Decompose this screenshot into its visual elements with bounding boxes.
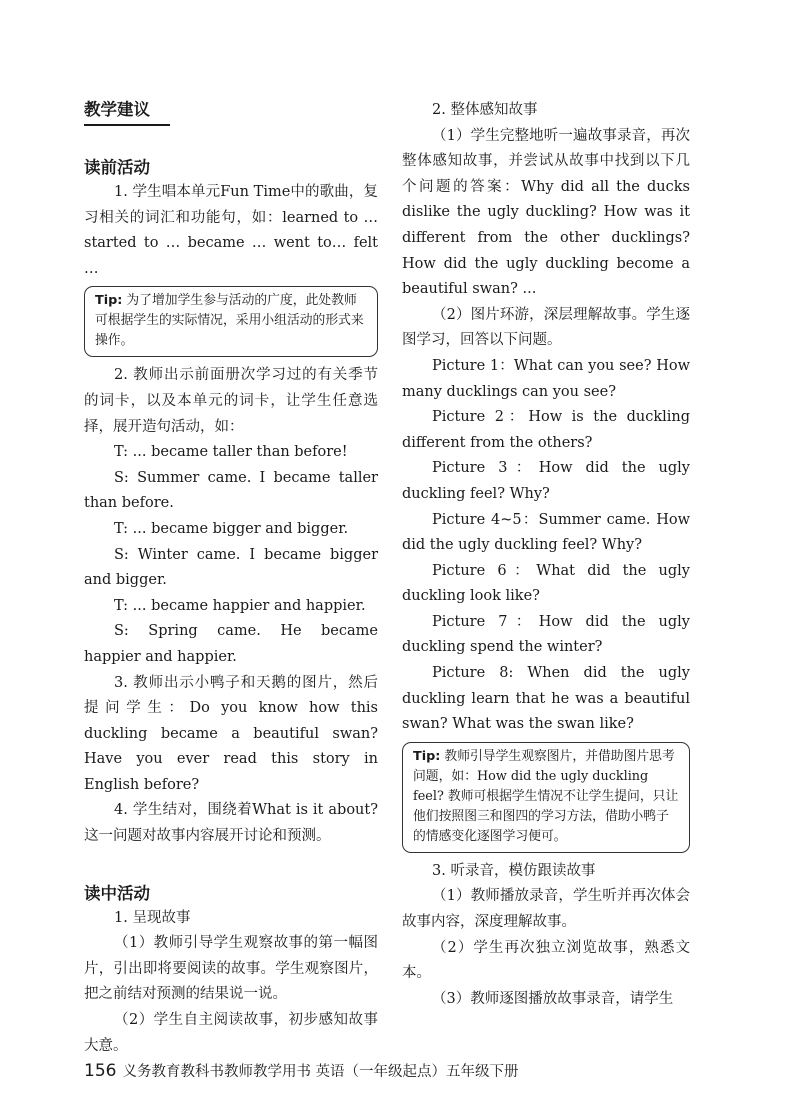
paragraph: 4. 学生结对，围绕着What is it about?这一问题对故事内容展开讨论和预测。 bbox=[84, 802, 378, 845]
dialogue-line: T: ... became taller than before! bbox=[114, 444, 348, 461]
question: Picture 6：What did the ugly duckling look like? bbox=[402, 562, 690, 605]
paragraph: 1. 学生唱本单元Fun Time中的歌曲，复习相关的词汇和功能句，如：learned to … started to … became … went to… felt … bbox=[84, 184, 378, 277]
step-heading: 2. 整体感知故事 bbox=[432, 102, 538, 118]
book-title: 义务教育教科书教师教学用书 英语（一年级起点）五年级下册 bbox=[122, 1064, 519, 1080]
paragraph: （2）学生自主阅读故事，初步感知故事大意。 bbox=[84, 1012, 378, 1054]
right-column bbox=[402, 98, 690, 1012]
step-heading: 3. 听录音，模仿跟读故事 bbox=[432, 862, 596, 879]
left-column bbox=[84, 96, 378, 1059]
dialogue-line: S: Summer came. I became taller than before. bbox=[84, 469, 378, 512]
tip-box bbox=[84, 286, 378, 357]
paragraph: （2）图片环游，深层理解故事。学生逐图学习，回答以下问题。 bbox=[402, 306, 690, 349]
paragraph: 2. 教师出示前面册次学习过的有关季节的词卡，以及本单元的词卡，让学生任意选择，展开造句活动，如： bbox=[84, 367, 378, 435]
dialogue-line: S: Spring came. He became happier and happier. bbox=[84, 623, 378, 665]
paragraph: （1）学生完整地听一遍故事录音，再次整体感知故事，并尝试从故事中找到以下几个问题的答案：Why did all the ducks dislike the ugly duckling? How was it different from the other ducklings? How did the ugly duckling become a beautiful swan? ... bbox=[402, 127, 690, 298]
paragraph: 3. 教师出示小鸭子和天鹅的图片，然后提问学生：Do you know how this duckling became a beautiful swan? Have you ever read this story in English before? bbox=[84, 674, 378, 793]
tip-box bbox=[402, 742, 690, 853]
question: Picture 7：How did the ugly duckling spend the winter? bbox=[402, 613, 690, 656]
tip-label: Tip: bbox=[413, 748, 441, 764]
dialogue-line: S: Winter came. I became bigger and bigger. bbox=[84, 546, 378, 589]
paragraph: （1）教师引导学生观察故事的第一幅图片，引出即将要阅读的故事。学生观察图片，把之前结对预测的结果说一说。 bbox=[84, 935, 378, 1003]
dialogue-line: T: ... became happier and happier. bbox=[114, 597, 366, 614]
step-heading: 1. 呈现故事 bbox=[114, 909, 191, 926]
page-footer bbox=[84, 1060, 519, 1081]
tip-text: 为了增加学生参与活动的广度，此处教师可根据学生的实际情况，采用小组活动的形式来操作。 bbox=[95, 293, 364, 349]
question: Picture 2：How is the duckling different from the others? bbox=[402, 409, 690, 451]
question: Picture 1：What can you see? How many ducklings can you see? bbox=[402, 357, 690, 400]
question: Picture 3：How did the ugly duckling feel? Why? bbox=[402, 460, 690, 502]
question: Picture 8: When did the ugly duckling learn that he was a beautiful swan? What was the swan like? bbox=[402, 665, 690, 733]
dialogue-line: T: ... became bigger and bigger. bbox=[114, 520, 349, 537]
while-reading-heading: 读中活动 bbox=[84, 883, 150, 903]
paragraph: （3）教师逐图播放故事录音，请学生 bbox=[432, 990, 674, 1007]
tip-text: 教师引导学生观察图片，并借助图片思考问题，如：How did the ugly duckling feel? 教师可根据学生情况不让学生提问，只让他们按照图三和图四的学习方法，借助小鸭子的情感变化逐图学习便可。 bbox=[413, 748, 679, 844]
section-title-text: 教学建议 bbox=[84, 96, 170, 126]
question: Picture 4~5：Summer came. How did the ugly duckling feel? Why? bbox=[402, 511, 690, 554]
tip-label: Tip: bbox=[95, 293, 123, 309]
section-title bbox=[84, 96, 378, 126]
page-number: 156 bbox=[84, 1061, 117, 1081]
pre-reading-heading: 读前活动 bbox=[84, 158, 150, 177]
paragraph: （2）学生再次独立浏览故事，熟悉文本。 bbox=[402, 939, 690, 982]
paragraph: （1）教师播放录音，学生听并再次体会故事内容，深度理解故事。 bbox=[402, 888, 690, 931]
